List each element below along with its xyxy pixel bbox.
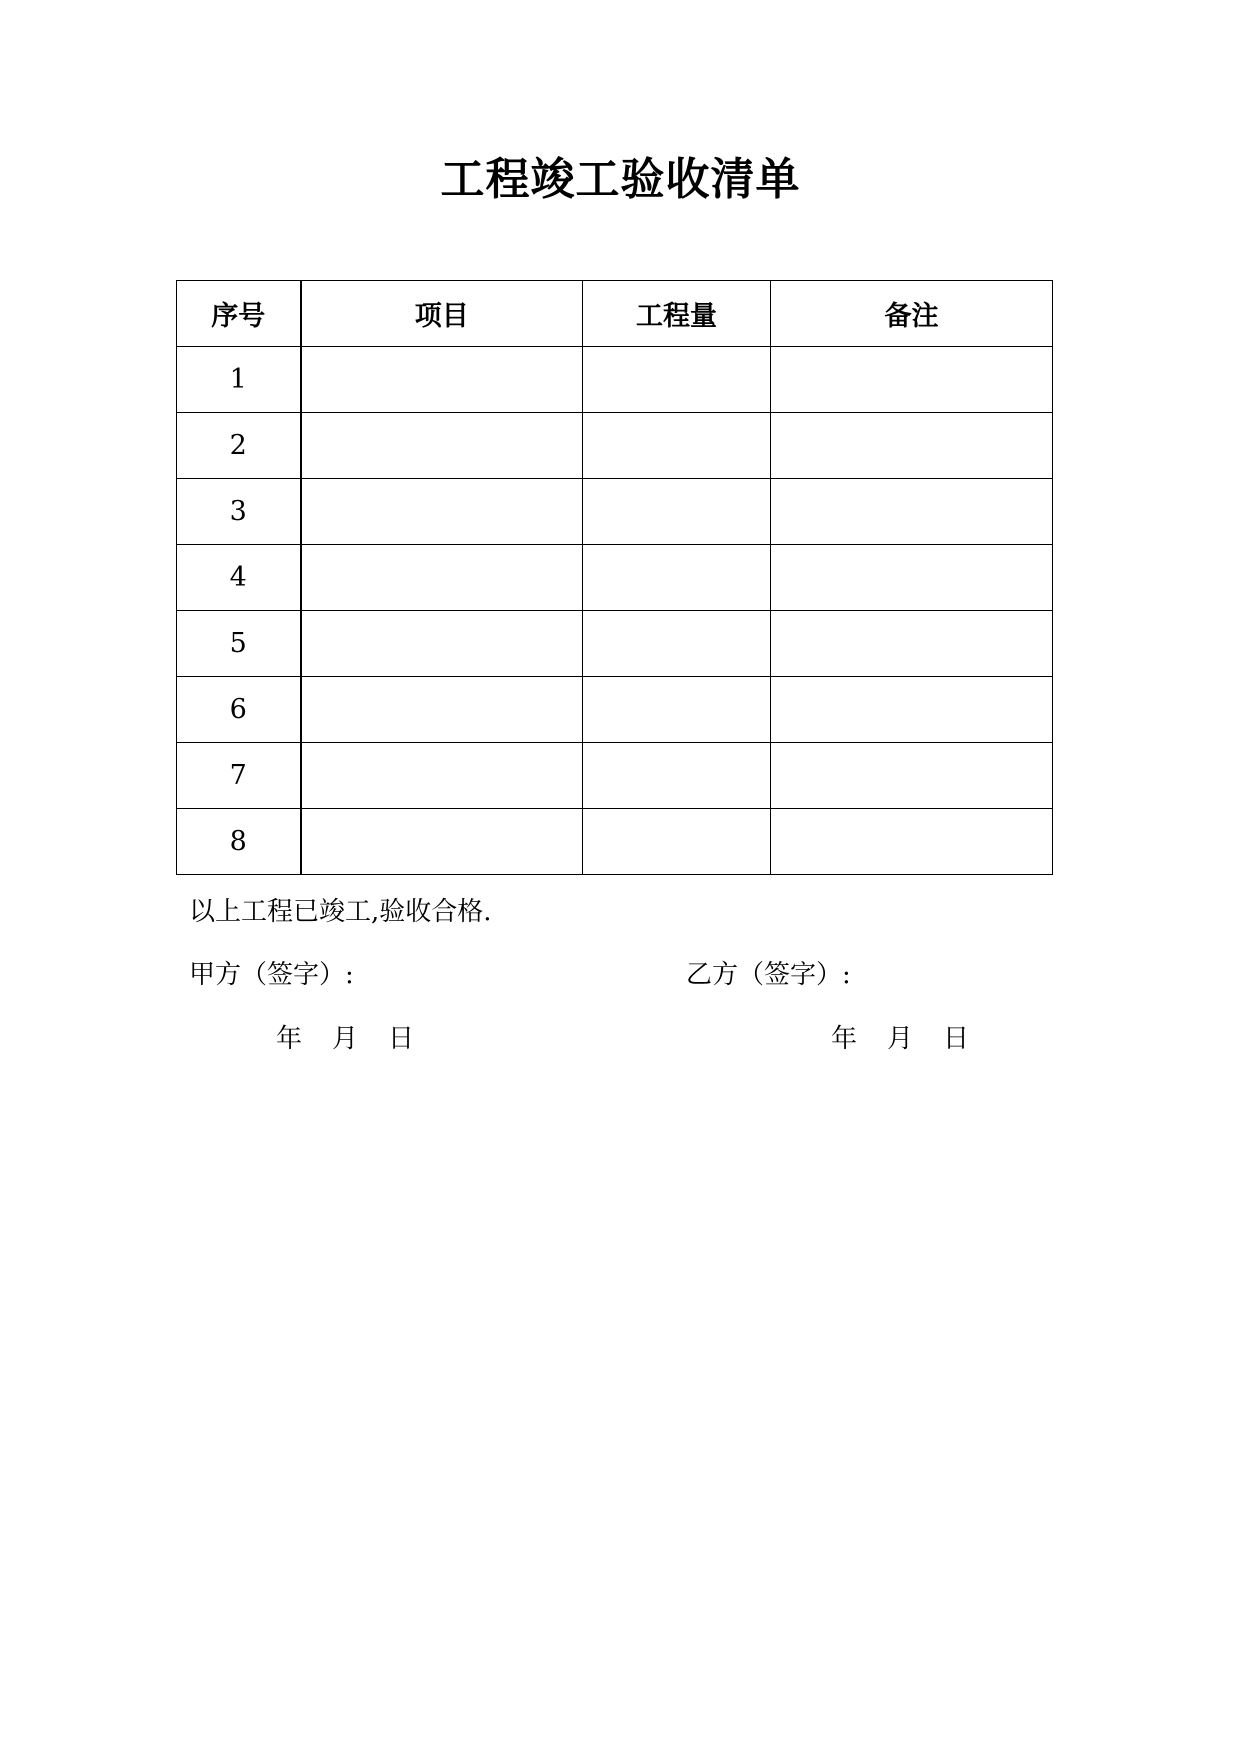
seq-cell: 3 <box>177 479 301 545</box>
header-remark: 备注 <box>771 281 1053 347</box>
table-row <box>177 545 1053 611</box>
acceptance-table <box>176 280 1053 875</box>
remark-cell[interactable] <box>771 479 1053 545</box>
quantity-cell[interactable] <box>583 479 771 545</box>
quantity-cell[interactable] <box>583 677 771 743</box>
item-cell[interactable] <box>301 611 583 677</box>
seq-cell: 1 <box>177 347 301 413</box>
table-header-row <box>177 281 1053 347</box>
remark-cell[interactable] <box>771 413 1053 479</box>
party-b-signature-label: 乙方（签字）: <box>686 960 851 990</box>
remark-cell[interactable] <box>771 611 1053 677</box>
seq-cell: 2 <box>177 413 301 479</box>
remark-cell[interactable] <box>771 347 1053 413</box>
header-seq: 序号 <box>177 281 301 347</box>
header-item: 项目 <box>301 281 583 347</box>
party-b-date <box>831 1021 969 1057</box>
party-a-date <box>276 1021 414 1057</box>
header-quantity: 工程量 <box>583 281 771 347</box>
seq-cell: 7 <box>177 743 301 809</box>
item-cell[interactable] <box>301 677 583 743</box>
seq-cell: 6 <box>177 677 301 743</box>
party-a-month-label: 月 <box>332 1024 359 1054</box>
quantity-cell[interactable] <box>583 743 771 809</box>
seq-cell: 8 <box>177 809 301 875</box>
party-a-signature-label: 甲方（签字）: <box>189 960 354 990</box>
remark-cell[interactable] <box>771 743 1053 809</box>
item-cell[interactable] <box>301 743 583 809</box>
conclusion-text: 以上工程已竣工,验收合格. <box>189 897 492 927</box>
table-row <box>177 479 1053 545</box>
item-cell[interactable] <box>301 479 583 545</box>
quantity-cell[interactable] <box>583 413 771 479</box>
party-a-year-label: 年 <box>276 1024 303 1054</box>
quantity-cell[interactable] <box>583 809 771 875</box>
table-row <box>177 809 1053 875</box>
quantity-cell[interactable] <box>583 611 771 677</box>
item-cell[interactable] <box>301 545 583 611</box>
party-a-day-label: 日 <box>388 1024 415 1054</box>
remark-cell[interactable] <box>771 809 1053 875</box>
quantity-cell[interactable] <box>583 545 771 611</box>
item-cell[interactable] <box>301 413 583 479</box>
remark-cell[interactable] <box>771 677 1053 743</box>
item-cell[interactable] <box>301 347 583 413</box>
table-row <box>177 743 1053 809</box>
party-b-year-label: 年 <box>831 1024 858 1054</box>
table-row <box>177 611 1053 677</box>
item-cell[interactable] <box>301 809 583 875</box>
table-row <box>177 413 1053 479</box>
table-row <box>177 347 1053 413</box>
table-row <box>177 677 1053 743</box>
party-b-day-label: 日 <box>943 1024 970 1054</box>
seq-cell: 5 <box>177 611 301 677</box>
party-b-month-label: 月 <box>887 1024 914 1054</box>
quantity-cell[interactable] <box>583 347 771 413</box>
seq-cell: 4 <box>177 545 301 611</box>
document-title: 工程竣工验收清单 <box>440 154 801 205</box>
remark-cell[interactable] <box>771 545 1053 611</box>
